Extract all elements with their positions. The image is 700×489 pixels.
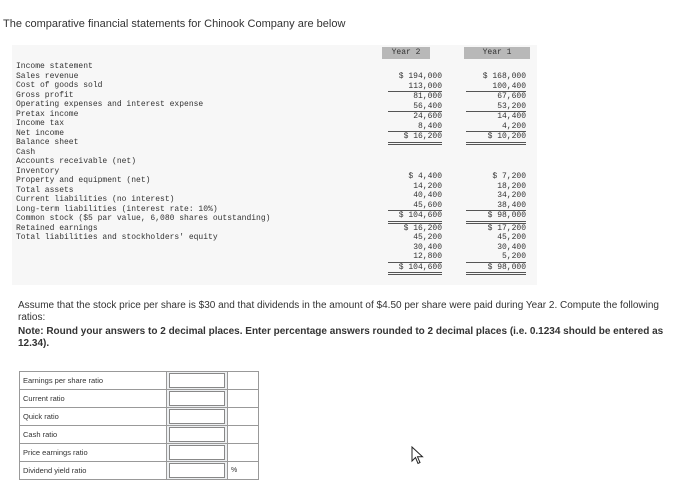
value-cell: $ 16,200 bbox=[403, 223, 442, 233]
cash-ratio-input[interactable] bbox=[169, 427, 225, 442]
value-cell: 38,400 bbox=[466, 201, 526, 212]
statement-label: Long-term liabilities (interest rate: 10%) bbox=[16, 204, 218, 214]
statement-labels bbox=[16, 62, 270, 243]
statement-label: Balance sheet bbox=[16, 138, 79, 147]
ratio-unit bbox=[228, 372, 259, 390]
mouse-pointer-icon bbox=[411, 446, 425, 466]
value-cell: $ 104,600 bbox=[388, 211, 442, 224]
value-cell: 4,200 bbox=[466, 122, 526, 133]
ratios-answer-table bbox=[19, 371, 259, 480]
eps-ratio-input-cell[interactable] bbox=[167, 372, 228, 390]
value-cell: 8,400 bbox=[388, 122, 442, 133]
statement-label: Property and equipment (net) bbox=[16, 176, 151, 185]
value-cell: 5,200 bbox=[466, 252, 526, 263]
value-cell: 81,000 bbox=[413, 92, 442, 101]
year1-balance-column bbox=[466, 172, 526, 275]
table-row bbox=[20, 408, 259, 426]
table-row bbox=[20, 426, 259, 444]
value-cell: 100,400 bbox=[466, 82, 526, 93]
statement-label: Common stock ($5 par value, 6,080 shares outstanding) bbox=[16, 214, 271, 223]
current-ratio-input-cell[interactable] bbox=[167, 390, 228, 408]
cash-ratio-input-cell[interactable] bbox=[167, 426, 228, 444]
rounding-note: Note: Round your answers to 2 decimal places. Enter percentage answers rounded to 2 decimal places (i.e. 0.1234 should be entered as 12.34). bbox=[18, 326, 664, 349]
table-row bbox=[20, 372, 259, 390]
year1-income-column bbox=[466, 72, 526, 145]
year2-header: Year 2 bbox=[382, 47, 430, 59]
value-cell: 113,000 bbox=[388, 82, 442, 93]
value-cell: 40,400 bbox=[413, 191, 442, 200]
statement-label: Retained earnings bbox=[16, 223, 98, 233]
ratio-label: Dividend yield ratio bbox=[20, 462, 167, 480]
ratio-label: Earnings per share ratio bbox=[20, 372, 167, 390]
dividend-yield-input-cell[interactable] bbox=[167, 462, 228, 480]
pe-ratio-input[interactable] bbox=[169, 445, 225, 460]
pe-ratio-input-cell[interactable] bbox=[167, 444, 228, 462]
value-cell: 30,400 bbox=[497, 242, 526, 252]
statement-label: Cash bbox=[16, 147, 36, 157]
value-cell: 30,400 bbox=[413, 242, 442, 252]
statement-label: Total assets bbox=[16, 185, 74, 195]
value-cell: 45,200 bbox=[497, 233, 526, 242]
value-cell: 45,200 bbox=[413, 233, 442, 242]
value-cell: 56,400 bbox=[388, 102, 442, 113]
value-cell: $ 7,200 bbox=[492, 172, 526, 181]
ratio-unit: % bbox=[228, 462, 259, 480]
ratio-label: Current ratio bbox=[20, 390, 167, 408]
current-ratio-input[interactable] bbox=[169, 391, 225, 406]
statement-label: Sales revenue bbox=[16, 71, 79, 81]
quick-ratio-input-cell[interactable] bbox=[167, 408, 228, 426]
value-cell: 18,200 bbox=[497, 181, 526, 191]
value-cell: 12,800 bbox=[388, 252, 442, 263]
statement-label: Income statement bbox=[16, 62, 93, 71]
value-cell: 45,600 bbox=[388, 201, 442, 212]
ratio-label: Quick ratio bbox=[20, 408, 167, 426]
ratio-unit bbox=[228, 408, 259, 426]
dividend-yield-input[interactable] bbox=[169, 463, 225, 478]
table-row bbox=[20, 390, 259, 408]
year2-income-column bbox=[388, 72, 442, 145]
statement-label: Net income bbox=[16, 128, 65, 138]
value-cell: $ 168,000 bbox=[482, 72, 526, 81]
ratio-unit bbox=[228, 426, 259, 444]
value-cell: 53,200 bbox=[466, 102, 526, 113]
value-cell: $ 98,000 bbox=[466, 211, 526, 224]
ratio-unit bbox=[228, 390, 259, 408]
assumption-text: Assume that the stock price per share is $30 and that dividends in the amount of $4.50 per share were paid during Year 2. Compute the following ratios: bbox=[18, 300, 659, 323]
statement-label: Accounts receivable (net) bbox=[16, 157, 137, 166]
value-cell: 34,200 bbox=[497, 191, 526, 200]
table-row bbox=[20, 444, 259, 462]
value-cell: $ 98,000 bbox=[466, 263, 526, 276]
financial-statements-image bbox=[12, 45, 537, 285]
value-cell: 14,200 bbox=[413, 181, 442, 191]
value-cell: $ 194,000 bbox=[398, 72, 442, 81]
year2-balance-column bbox=[388, 172, 442, 275]
quick-ratio-input[interactable] bbox=[169, 409, 225, 424]
statement-label: Cost of goods sold bbox=[16, 81, 103, 90]
value-cell: 67,600 bbox=[497, 92, 526, 101]
ratio-label: Cash ratio bbox=[20, 426, 167, 444]
eps-ratio-input[interactable] bbox=[169, 373, 225, 388]
statement-label: Pretax income bbox=[16, 109, 79, 119]
value-cell: $ 17,200 bbox=[487, 223, 526, 233]
statement-label: Income tax bbox=[16, 119, 65, 128]
statement-label: Total liabilities and stockholders' equity bbox=[16, 233, 218, 242]
ratio-unit bbox=[228, 444, 259, 462]
statement-label: Inventory bbox=[16, 166, 60, 176]
ratio-label: Price earnings ratio bbox=[20, 444, 167, 462]
statement-label: Gross profit bbox=[16, 90, 74, 100]
year1-header: Year 1 bbox=[464, 47, 530, 59]
statement-label: Current liabilities (no interest) bbox=[16, 195, 175, 204]
table-row bbox=[20, 462, 259, 480]
statement-label: Operating expenses and interest expense bbox=[16, 100, 204, 109]
value-cell: 24,600 bbox=[413, 112, 442, 121]
value-cell: 14,400 bbox=[497, 112, 526, 121]
value-cell: $ 10,200 bbox=[466, 132, 526, 145]
intro-text: The comparative financial statements for Chinook Company are below bbox=[3, 18, 346, 30]
value-cell: $ 4,400 bbox=[408, 172, 442, 181]
value-cell: $ 16,200 bbox=[388, 132, 442, 145]
value-cell: $ 104,600 bbox=[388, 263, 442, 276]
